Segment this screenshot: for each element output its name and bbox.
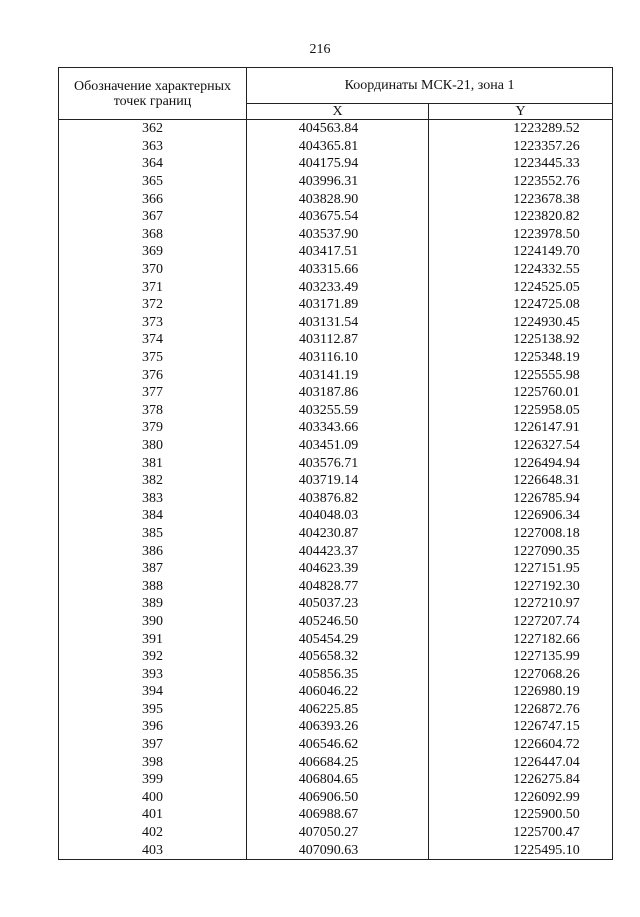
y-cell: 1226906.34 bbox=[429, 507, 613, 525]
table-row bbox=[59, 208, 613, 226]
x-cell: 404563.84 bbox=[247, 120, 429, 138]
table-row bbox=[59, 648, 613, 666]
x-cell: 403343.66 bbox=[247, 419, 429, 437]
x-cell: 403675.54 bbox=[247, 208, 429, 226]
y-cell: 1227210.97 bbox=[429, 595, 613, 613]
table-row bbox=[59, 278, 613, 296]
x-cell: 404175.94 bbox=[247, 155, 429, 173]
point-cell: 377 bbox=[59, 384, 247, 402]
x-cell: 404423.37 bbox=[247, 542, 429, 560]
x-cell: 403451.09 bbox=[247, 437, 429, 455]
x-cell: 405037.23 bbox=[247, 595, 429, 613]
y-cell: 1225555.98 bbox=[429, 366, 613, 384]
y-cell: 1224725.08 bbox=[429, 296, 613, 314]
y-cell: 1225138.92 bbox=[429, 331, 613, 349]
y-cell: 1223678.38 bbox=[429, 190, 613, 208]
y-cell: 1226872.76 bbox=[429, 701, 613, 719]
x-cell: 403576.71 bbox=[247, 454, 429, 472]
table-row bbox=[59, 366, 613, 384]
table-row bbox=[59, 384, 613, 402]
y-cell: 1226604.72 bbox=[429, 736, 613, 754]
coordinates-table bbox=[58, 67, 613, 860]
x-cell: 406393.26 bbox=[247, 718, 429, 736]
y-cell: 1227192.30 bbox=[429, 577, 613, 595]
y-cell: 1226648.31 bbox=[429, 472, 613, 490]
point-cell: 384 bbox=[59, 507, 247, 525]
point-cell: 392 bbox=[59, 648, 247, 666]
x-cell: 406684.25 bbox=[247, 753, 429, 771]
point-cell: 364 bbox=[59, 155, 247, 173]
x-cell: 403116.10 bbox=[247, 349, 429, 367]
point-cell: 383 bbox=[59, 489, 247, 507]
table-row bbox=[59, 736, 613, 754]
y-cell: 1226447.04 bbox=[429, 753, 613, 771]
table-row bbox=[59, 789, 613, 807]
table-body bbox=[59, 120, 613, 860]
table-row bbox=[59, 349, 613, 367]
table-row bbox=[59, 665, 613, 683]
table-row bbox=[59, 595, 613, 613]
x-cell: 406906.50 bbox=[247, 789, 429, 807]
y-cell: 1225495.10 bbox=[429, 841, 613, 859]
y-cell: 1223820.82 bbox=[429, 208, 613, 226]
x-cell: 405856.35 bbox=[247, 665, 429, 683]
y-cell: 1226327.54 bbox=[429, 437, 613, 455]
y-cell: 1224930.45 bbox=[429, 314, 613, 332]
table-row bbox=[59, 613, 613, 631]
table-row bbox=[59, 296, 613, 314]
y-cell: 1227068.26 bbox=[429, 665, 613, 683]
point-cell: 382 bbox=[59, 472, 247, 490]
x-cell: 407090.63 bbox=[247, 841, 429, 859]
y-cell: 1224332.55 bbox=[429, 261, 613, 279]
x-cell: 403131.54 bbox=[247, 314, 429, 332]
point-cell: 380 bbox=[59, 437, 247, 455]
x-cell: 406988.67 bbox=[247, 806, 429, 824]
table-row bbox=[59, 314, 613, 332]
point-cell: 367 bbox=[59, 208, 247, 226]
table-row bbox=[59, 683, 613, 701]
y-cell: 1225900.50 bbox=[429, 806, 613, 824]
y-cell: 1223289.52 bbox=[429, 120, 613, 138]
y-cell: 1225760.01 bbox=[429, 384, 613, 402]
header-coordinates: Координаты МСК-21, зона 1 bbox=[247, 68, 613, 104]
point-cell: 379 bbox=[59, 419, 247, 437]
x-cell: 403876.82 bbox=[247, 489, 429, 507]
table-row bbox=[59, 806, 613, 824]
table-row bbox=[59, 120, 613, 138]
x-cell: 403233.49 bbox=[247, 278, 429, 296]
table-row bbox=[59, 226, 613, 244]
page-number: 216 bbox=[309, 42, 331, 57]
table-row bbox=[59, 841, 613, 859]
y-cell: 1224525.05 bbox=[429, 278, 613, 296]
point-cell: 373 bbox=[59, 314, 247, 332]
point-cell: 362 bbox=[59, 120, 247, 138]
x-cell: 403141.19 bbox=[247, 366, 429, 384]
table-row bbox=[59, 472, 613, 490]
y-cell: 1225348.19 bbox=[429, 349, 613, 367]
y-cell: 1226092.99 bbox=[429, 789, 613, 807]
x-cell: 403112.87 bbox=[247, 331, 429, 349]
header-y: Y bbox=[429, 104, 613, 120]
point-cell: 394 bbox=[59, 683, 247, 701]
table-row bbox=[59, 525, 613, 543]
x-cell: 405658.32 bbox=[247, 648, 429, 666]
point-cell: 363 bbox=[59, 138, 247, 156]
y-cell: 1223978.50 bbox=[429, 226, 613, 244]
table-row bbox=[59, 454, 613, 472]
x-cell: 403417.51 bbox=[247, 243, 429, 261]
point-cell: 385 bbox=[59, 525, 247, 543]
y-cell: 1226494.94 bbox=[429, 454, 613, 472]
point-cell: 391 bbox=[59, 630, 247, 648]
table-row bbox=[59, 577, 613, 595]
point-cell: 366 bbox=[59, 190, 247, 208]
y-cell: 1227090.35 bbox=[429, 542, 613, 560]
table-row bbox=[59, 155, 613, 173]
y-cell: 1226747.15 bbox=[429, 718, 613, 736]
x-cell: 403996.31 bbox=[247, 173, 429, 191]
x-cell: 403828.90 bbox=[247, 190, 429, 208]
point-cell: 393 bbox=[59, 665, 247, 683]
table-row bbox=[59, 771, 613, 789]
table-row bbox=[59, 243, 613, 261]
x-cell: 406804.65 bbox=[247, 771, 429, 789]
table-row bbox=[59, 753, 613, 771]
y-cell: 1226147.91 bbox=[429, 419, 613, 437]
y-cell: 1227008.18 bbox=[429, 525, 613, 543]
y-cell: 1225700.47 bbox=[429, 824, 613, 842]
x-cell: 403719.14 bbox=[247, 472, 429, 490]
y-cell: 1226275.84 bbox=[429, 771, 613, 789]
table-row bbox=[59, 331, 613, 349]
y-cell: 1227207.74 bbox=[429, 613, 613, 631]
point-cell: 378 bbox=[59, 402, 247, 420]
point-cell: 400 bbox=[59, 789, 247, 807]
x-cell: 404230.87 bbox=[247, 525, 429, 543]
point-cell: 372 bbox=[59, 296, 247, 314]
x-cell: 403537.90 bbox=[247, 226, 429, 244]
point-cell: 396 bbox=[59, 718, 247, 736]
y-cell: 1224149.70 bbox=[429, 243, 613, 261]
y-cell: 1223357.26 bbox=[429, 138, 613, 156]
point-cell: 399 bbox=[59, 771, 247, 789]
point-cell: 395 bbox=[59, 701, 247, 719]
table-row bbox=[59, 402, 613, 420]
table-row bbox=[59, 437, 613, 455]
x-cell: 403255.59 bbox=[247, 402, 429, 420]
point-cell: 397 bbox=[59, 736, 247, 754]
x-cell: 404365.81 bbox=[247, 138, 429, 156]
y-cell: 1226785.94 bbox=[429, 489, 613, 507]
header-point-designation: Обозначение характерных точек границ bbox=[59, 68, 247, 120]
table-row bbox=[59, 718, 613, 736]
point-cell: 374 bbox=[59, 331, 247, 349]
point-cell: 370 bbox=[59, 261, 247, 279]
table-row bbox=[59, 560, 613, 578]
point-cell: 389 bbox=[59, 595, 247, 613]
y-cell: 1227182.66 bbox=[429, 630, 613, 648]
x-cell: 404623.39 bbox=[247, 560, 429, 578]
point-cell: 403 bbox=[59, 841, 247, 859]
header-x: X bbox=[247, 104, 429, 120]
y-cell: 1227135.99 bbox=[429, 648, 613, 666]
point-cell: 381 bbox=[59, 454, 247, 472]
point-cell: 402 bbox=[59, 824, 247, 842]
x-cell: 403187.86 bbox=[247, 384, 429, 402]
table-row bbox=[59, 701, 613, 719]
x-cell: 406546.62 bbox=[247, 736, 429, 754]
table-row bbox=[59, 173, 613, 191]
table-row bbox=[59, 630, 613, 648]
point-cell: 368 bbox=[59, 226, 247, 244]
table-row bbox=[59, 824, 613, 842]
point-cell: 375 bbox=[59, 349, 247, 367]
point-cell: 401 bbox=[59, 806, 247, 824]
x-cell: 404828.77 bbox=[247, 577, 429, 595]
point-cell: 390 bbox=[59, 613, 247, 631]
x-cell: 406046.22 bbox=[247, 683, 429, 701]
table-row bbox=[59, 419, 613, 437]
point-cell: 376 bbox=[59, 366, 247, 384]
x-cell: 403315.66 bbox=[247, 261, 429, 279]
point-cell: 386 bbox=[59, 542, 247, 560]
x-cell: 404048.03 bbox=[247, 507, 429, 525]
point-cell: 388 bbox=[59, 577, 247, 595]
x-cell: 405246.50 bbox=[247, 613, 429, 631]
table-row bbox=[59, 507, 613, 525]
x-cell: 407050.27 bbox=[247, 824, 429, 842]
table-row bbox=[59, 542, 613, 560]
y-cell: 1223445.33 bbox=[429, 155, 613, 173]
x-cell: 403171.89 bbox=[247, 296, 429, 314]
point-cell: 371 bbox=[59, 278, 247, 296]
x-cell: 405454.29 bbox=[247, 630, 429, 648]
y-cell: 1223552.76 bbox=[429, 173, 613, 191]
y-cell: 1226980.19 bbox=[429, 683, 613, 701]
table-row bbox=[59, 138, 613, 156]
table-row bbox=[59, 489, 613, 507]
point-cell: 398 bbox=[59, 753, 247, 771]
point-cell: 387 bbox=[59, 560, 247, 578]
point-cell: 365 bbox=[59, 173, 247, 191]
y-cell: 1225958.05 bbox=[429, 402, 613, 420]
y-cell: 1227151.95 bbox=[429, 560, 613, 578]
x-cell: 406225.85 bbox=[247, 701, 429, 719]
table-row bbox=[59, 261, 613, 279]
point-cell: 369 bbox=[59, 243, 247, 261]
table-row bbox=[59, 190, 613, 208]
table-header bbox=[59, 68, 613, 120]
